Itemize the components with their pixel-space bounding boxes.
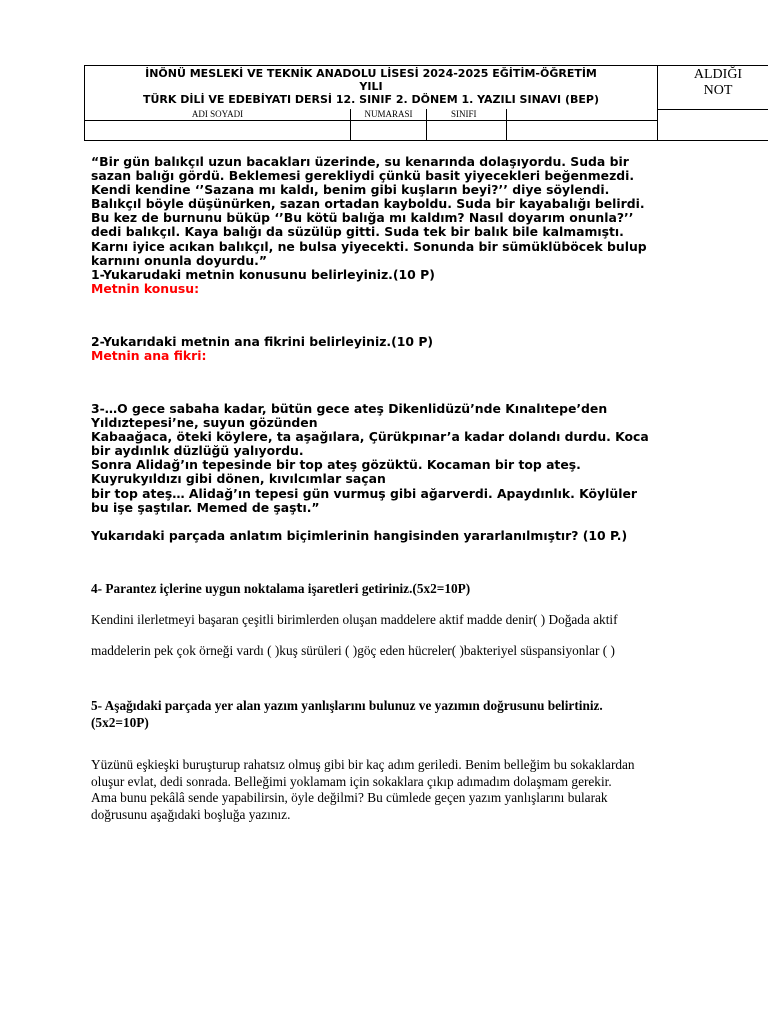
question-3-line: bir top ateş… Alidağ’ın tepesi gün vurmuş gibi ağarverdi. Apaydınlık. Köylüler xyxy=(91,485,637,501)
class-label: SINIFI xyxy=(427,109,506,121)
question-3-line: Kabaağaca, öteki köylere, ta aşağılara, Çürükpınar’a kadar dolandı durdu. Koca xyxy=(91,429,649,445)
name-label: ADI SOYADI xyxy=(85,109,350,121)
question-3-line: bu işe şaştılar. Memed de şaştı.” xyxy=(91,499,320,515)
exam-title xyxy=(85,66,658,109)
passage-line: “Bir gün balıkçıl uzun bacakları üzerinde, su kenarında dolaşıyordu. Suda bir xyxy=(91,154,629,169)
question-2-text: 2-Yukarıdaki metnin ana fikrini belirleyiniz.(10 P) xyxy=(91,334,434,349)
question-5-line: Ama bunu pekâlâ sende yapabilirsin, öyle değilmi? Bu cümlede geçen yazım yanlışlarını bularak xyxy=(91,790,608,805)
extra-cell xyxy=(507,109,658,141)
question-5-passage xyxy=(91,757,731,823)
question-2-answer-label: Metnin ana fikri: xyxy=(91,348,207,364)
exam-title-line: YILI xyxy=(359,80,383,93)
question-4-line: maddelerin pek çok örneği vardı ( )kuş sürüleri ( )göç eden hücreler( )bakteriyel süspansiyonlar ( ) xyxy=(91,643,615,658)
question-3-line: Kuyrukyıldızı gibi dönen, kıvılcımlar saçan xyxy=(91,471,386,487)
extra-label xyxy=(507,109,657,121)
passage xyxy=(91,155,691,268)
question-3-line: Yıldıztepesi’ne, suyun gözünden xyxy=(91,415,318,431)
question-5-line: Yüzünü eşkieşki buruşturup rahatsız olmuş gibi bir kaç adım geriledi. Benim belleğim bu sokaklardan xyxy=(91,757,635,772)
question-3-answer-area[interactable] xyxy=(91,546,691,578)
passage-line: dedi balıkçıl. Kaya balığı da süzülüp gitti. Suda tek bir balık bile kalmamıştı. xyxy=(91,224,624,240)
class-cell xyxy=(427,109,507,141)
question-3-passage xyxy=(91,402,691,515)
question-1-text: 1-Yukarudaki metnin konusunu belirleyiniz.(10 P) xyxy=(91,267,435,282)
question-1 xyxy=(91,268,691,296)
question-5-text-line: (5x2=10P) xyxy=(91,714,149,730)
exam-title-line: İNÖNÜ MESLEKİ VE TEKNİK ANADOLU LİSESİ 2024-2025 EĞİTİM-ÖĞRETİM xyxy=(145,67,597,80)
question-5-line: oluşur evlat, dedi sonrada. Belleğimi yoklamam için sokaklara çıkıp adımadım dolaşmam gerekir. xyxy=(91,773,612,789)
name-field[interactable] xyxy=(85,121,350,141)
question-3-line: Sonra Alidağ’ın tepesinde bir top ateş gözüktü. Kocaman bir top ateş. xyxy=(91,457,581,473)
name-cell xyxy=(85,109,351,141)
exam-title-line: TÜRK DİLİ VE EDEBİYATI DERSİ 12. SINIF 2. DÖNEM 1. YAZILI SINAVI (BEP) xyxy=(142,93,599,106)
number-cell xyxy=(351,109,427,141)
number-field[interactable] xyxy=(351,121,426,141)
exam-header-table xyxy=(84,65,768,141)
number-label: NUMARASI xyxy=(351,109,426,121)
question-5-answer-area[interactable] xyxy=(91,830,691,1000)
passage-line: Karnı iyice acıkan balıkçıl, ne bulsa yiyecekti. Sonunda bir sümüklüböcek bulup xyxy=(91,238,647,254)
student-info-row xyxy=(85,109,658,141)
question-1-answer-area[interactable] xyxy=(91,298,691,330)
question-2 xyxy=(91,335,691,363)
question-5-text xyxy=(91,698,711,731)
question-3-line: 3-…O gece sabaha kadar, bütün gece ateş Dikenlidüzü’nde Kınalıtepe’den xyxy=(91,401,608,416)
grade-box[interactable] xyxy=(658,109,768,141)
extra-field[interactable] xyxy=(507,121,657,141)
passage-line: karnını onunla doyurdu.” xyxy=(91,252,267,268)
grade-label-line: NOT xyxy=(703,83,733,98)
grade-label xyxy=(658,66,768,109)
passage-line: sazan balığı gördü. Beklemesi gerekliydi çünkü basit yiyecekleri beğenmezdi. xyxy=(91,168,635,184)
question-5-line: doğrusunu aşağıdaki boşluğa yazınız. xyxy=(91,806,291,822)
question-3-line: bir aydınlık düzlüğü yalıyordu. xyxy=(91,443,304,459)
question-4-line: Kendini ilerletmeyi başaran çeşitli birimlerden oluşan maddelere aktif madde denir( ) Doğada aktif xyxy=(91,612,618,627)
grade-label-line: ALDIĞI xyxy=(693,67,743,82)
passage-line: Balıkçıl böyle düşünürken, sazan ortadan kayboldu. Suda bir kayabalığı belirdi. xyxy=(91,196,645,212)
question-4-text: 4- Parantez içlerine uygun noktalama işaretleri getiriniz.(5x2=10P) xyxy=(91,581,471,596)
question-1-answer-label: Metnin konusu: xyxy=(91,281,200,297)
question-5-text-line: 5- Aşağıdaki parçada yer alan yazım yanlışlarını bulunuz ve yazımın doğrusunu belirtiniz. xyxy=(91,698,603,713)
passage-line: Bu kez de burnunu büküp ‘’Bu kötü balığa mı kaldım? Nasıl doyarım onunla?’’ xyxy=(91,210,634,226)
question-2-answer-area[interactable] xyxy=(91,365,691,400)
question-3-text: Yukarıdaki parçada anlatım biçimlerinin hangisinden yararlanılmıştır? (10 P.) xyxy=(91,528,628,543)
class-field[interactable] xyxy=(427,121,506,141)
passage-line: Kendi kendine ‘’Sazana mı kaldı, benim gibi kuşların beyi?’’ diye söylendi. xyxy=(91,182,610,198)
